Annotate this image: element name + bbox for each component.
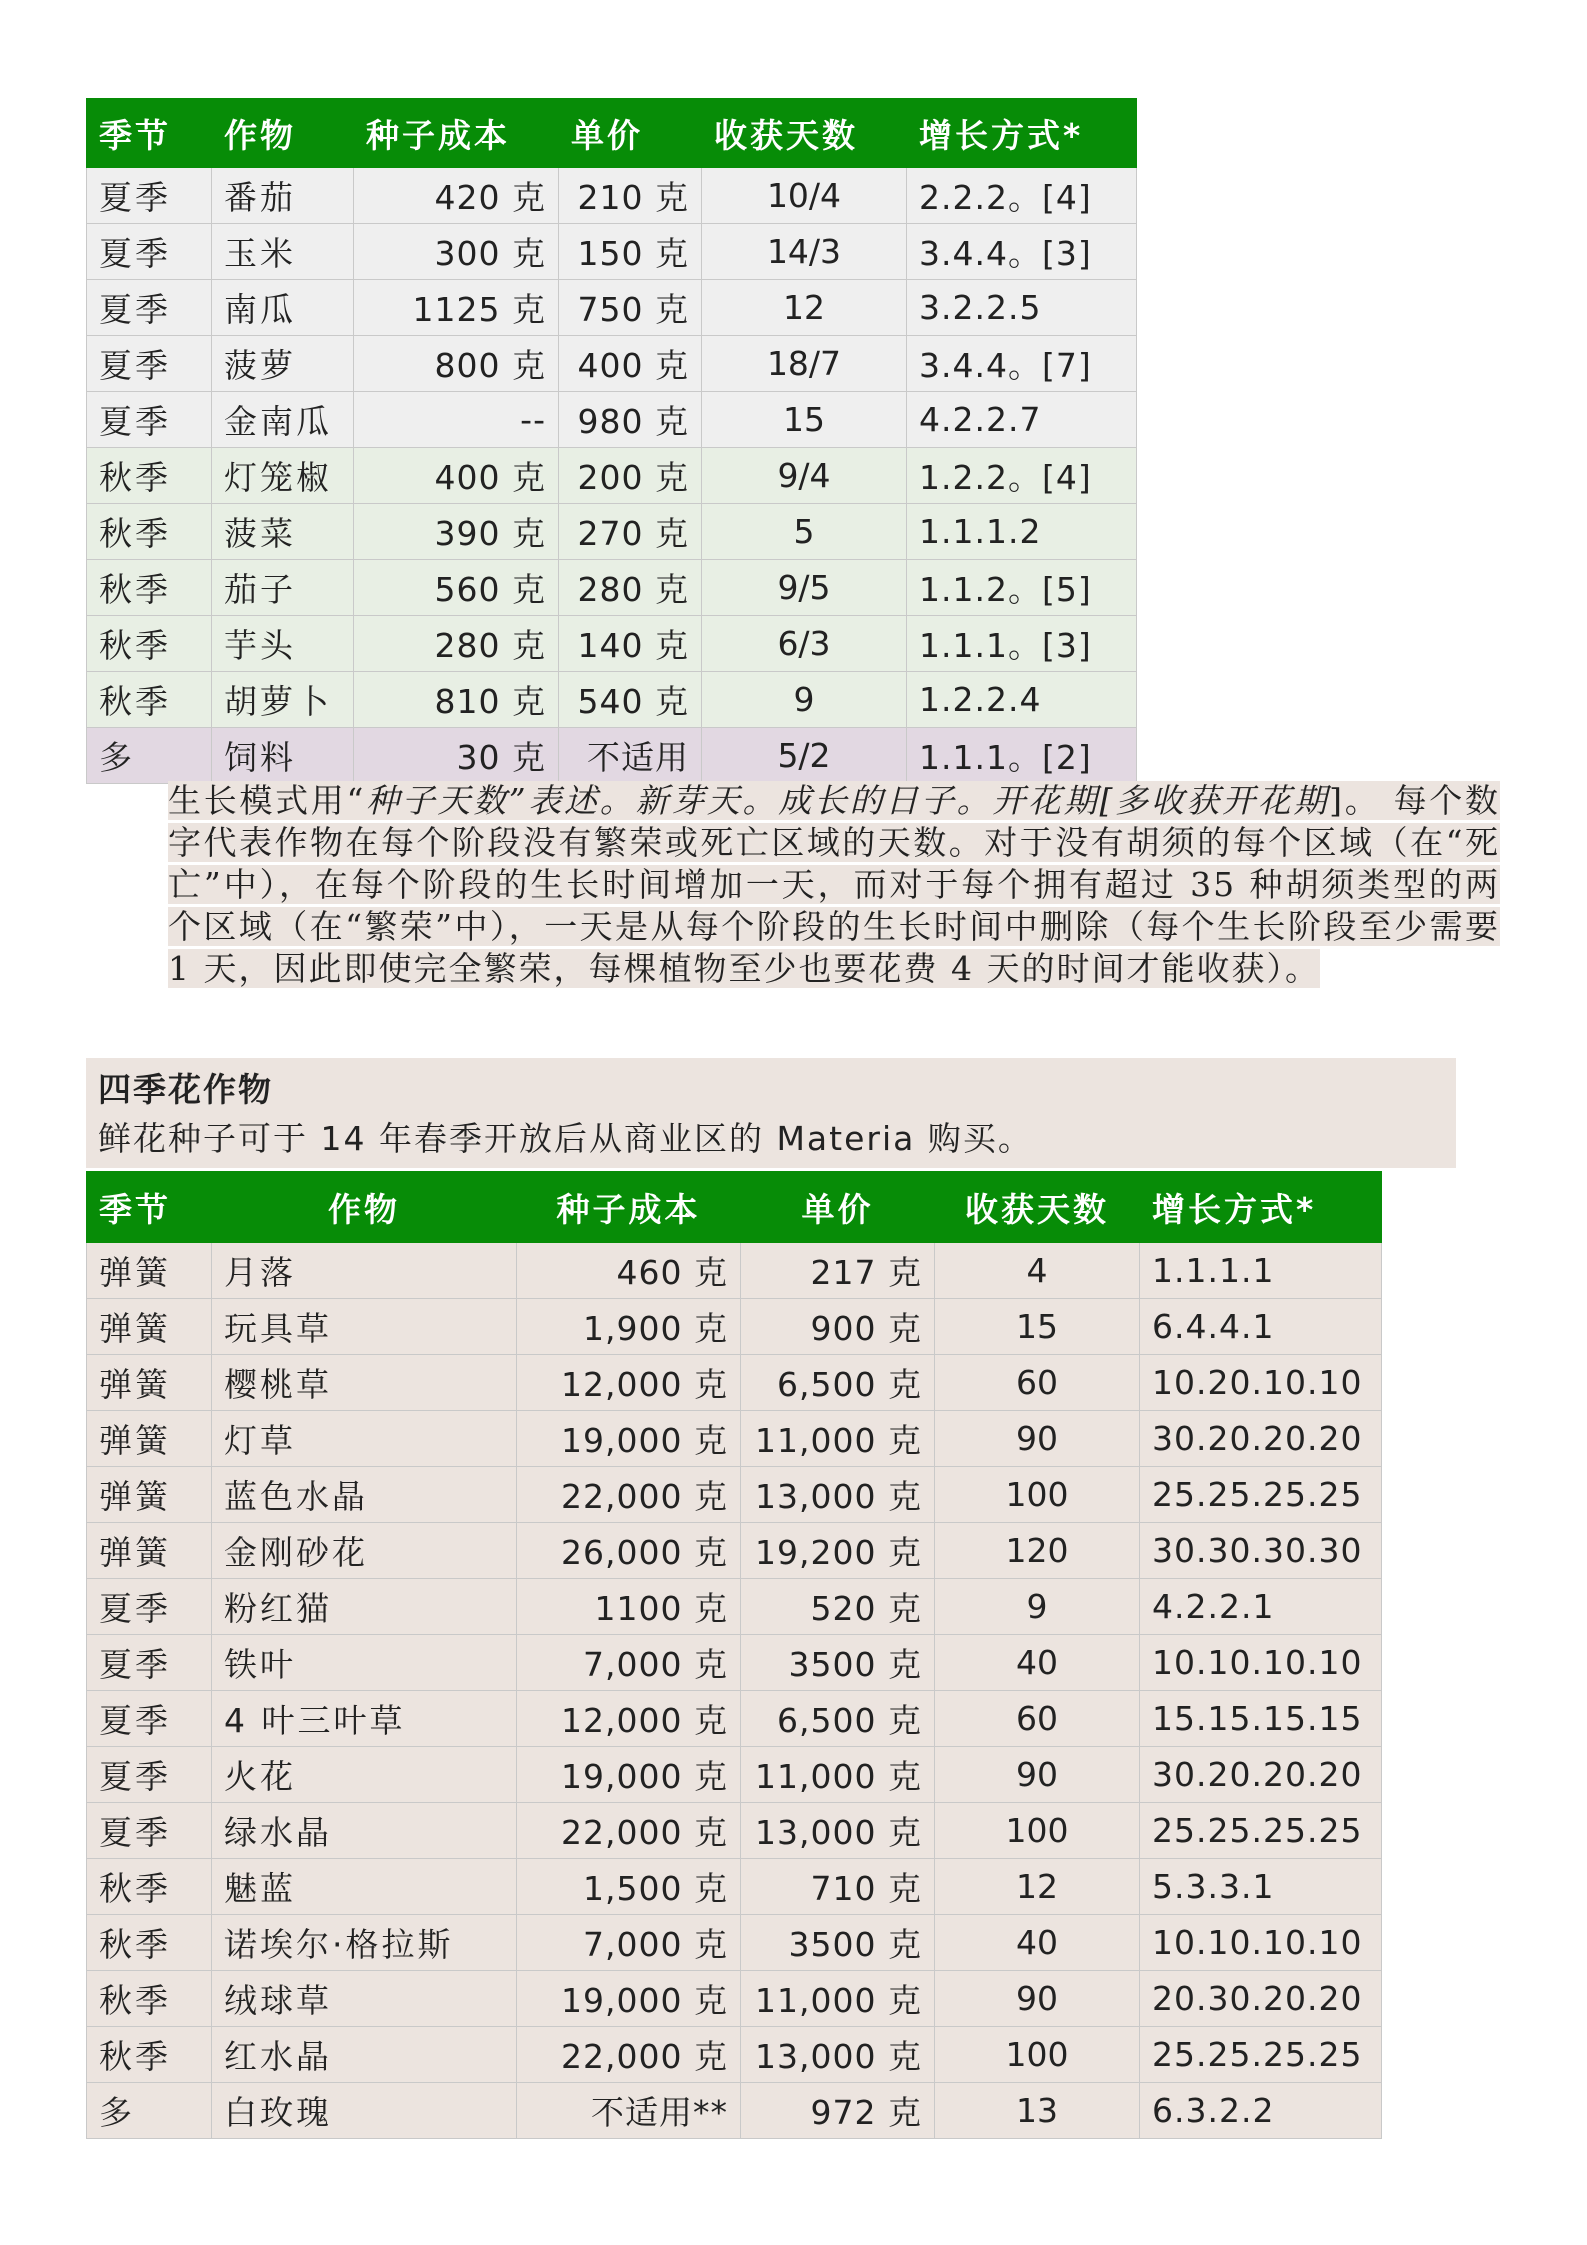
table-row — [87, 1635, 1382, 1691]
cell-price: 不适用 — [559, 728, 702, 784]
cell-season: 夏季 — [87, 224, 212, 280]
cell-price: 13,000 克 — [741, 1803, 935, 1859]
cell-growth: 1.1.1。[2] — [907, 728, 1137, 784]
cell-season: 多 — [87, 728, 212, 784]
cell-season: 秋季 — [87, 1971, 212, 2027]
cell-crop: 饲料 — [212, 728, 354, 784]
cell-price: 13,000 克 — [741, 2027, 935, 2083]
cell-days: 100 — [935, 1803, 1140, 1859]
note-part2: ]。 每个数字代表作物在每个阶段没有繁荣或死亡区域的天数。对于没有胡须的每个区域（在“死亡”中），在每个阶段的生长时间增加一天，而对于每个拥有超过 35 种胡须类型的两个区域（在“繁荣”中），一天是从每个阶段的生长时间中删除（每个生长阶段至少需要 1 天，因此即使完全繁荣，每棵植物至少也要花费 4 天的时间才能收获）。 — [168, 781, 1500, 988]
cell-price: 280 克 — [559, 560, 702, 616]
cell-crop: 白玫瑰 — [212, 2083, 517, 2139]
cell-crop: 绒球草 — [212, 1971, 517, 2027]
section-title: 四季花作物 — [98, 1070, 273, 1109]
cell-price: 6,500 克 — [741, 1355, 935, 1411]
cell-growth: 30.20.20.20 — [1140, 1747, 1382, 1803]
cell-price: 972 克 — [741, 2083, 935, 2139]
flower-table-header — [87, 1172, 1382, 1243]
cell-days: 9 — [702, 672, 907, 728]
header-days: 收获天数 — [935, 1172, 1140, 1243]
header-season: 季节 — [87, 1172, 212, 1243]
cell-season: 秋季 — [87, 672, 212, 728]
cell-crop: 玩具草 — [212, 1299, 517, 1355]
cell-growth: 25.25.25.25 — [1140, 1803, 1382, 1859]
cell-price: 13,000 克 — [741, 1467, 935, 1523]
cell-days: 40 — [935, 1635, 1140, 1691]
cell-days: 9 — [935, 1579, 1140, 1635]
cell-growth: 10.10.10.10 — [1140, 1915, 1382, 1971]
cell-growth: 2.2.2。[4] — [907, 168, 1137, 224]
cell-growth: 10.20.10.10 — [1140, 1355, 1382, 1411]
flower-table-body — [87, 1243, 1382, 2139]
cell-price: 980 克 — [559, 392, 702, 448]
table-row — [87, 336, 1137, 392]
table-row — [87, 1803, 1382, 1859]
cell-seed-cost: 22,000 克 — [517, 2027, 741, 2083]
table-row — [87, 1523, 1382, 1579]
cell-price: 3500 克 — [741, 1635, 935, 1691]
growth-pattern-note — [168, 780, 1500, 990]
cell-price: 19,200 克 — [741, 1523, 935, 1579]
cell-price: 400 克 — [559, 336, 702, 392]
cell-growth: 30.30.30.30 — [1140, 1523, 1382, 1579]
cell-growth: 3.4.4。[7] — [907, 336, 1137, 392]
note-part1: 生长模式用“ — [168, 781, 366, 820]
cell-crop: 菠菜 — [212, 504, 354, 560]
cell-days: 4 — [935, 1243, 1140, 1299]
header-days: 收获天数 — [702, 99, 907, 168]
cell-seed-cost: 12,000 克 — [517, 1355, 741, 1411]
cell-crop: 芋头 — [212, 616, 354, 672]
cell-crop: 樱桃草 — [212, 1355, 517, 1411]
table-row — [87, 1467, 1382, 1523]
cell-crop: 胡萝卜 — [212, 672, 354, 728]
cell-growth: 4.2.2.1 — [1140, 1579, 1382, 1635]
crop-table-body — [87, 168, 1137, 784]
table-row — [87, 448, 1137, 504]
cell-crop: 金南瓜 — [212, 392, 354, 448]
cell-crop: 灯草 — [212, 1411, 517, 1467]
cell-seed-cost: 560 克 — [354, 560, 559, 616]
cell-season: 夏季 — [87, 336, 212, 392]
cell-price: 217 克 — [741, 1243, 935, 1299]
header-season: 季节 — [87, 99, 212, 168]
table-row — [87, 280, 1137, 336]
cell-crop: 玉米 — [212, 224, 354, 280]
cell-seed-cost: 800 克 — [354, 336, 559, 392]
cell-crop: 月落 — [212, 1243, 517, 1299]
cell-seed-cost: 22,000 克 — [517, 1803, 741, 1859]
cell-seed-cost: 26,000 克 — [517, 1523, 741, 1579]
cell-seed-cost: 420 克 — [354, 168, 559, 224]
cell-season: 夏季 — [87, 280, 212, 336]
cell-growth: 1.2.2.4 — [907, 672, 1137, 728]
cell-growth: 10.10.10.10 — [1140, 1635, 1382, 1691]
cell-season: 夏季 — [87, 1691, 212, 1747]
cell-price: 900 克 — [741, 1299, 935, 1355]
header-seed-cost: 种子成本 — [354, 99, 559, 168]
cell-seed-cost: 不适用** — [517, 2083, 741, 2139]
table-row — [87, 1355, 1382, 1411]
cell-days: 6/3 — [702, 616, 907, 672]
header-crop: 作物 — [212, 99, 354, 168]
cell-growth: 1.2.2。[4] — [907, 448, 1137, 504]
cell-crop: 蓝色水晶 — [212, 1467, 517, 1523]
cell-days: 60 — [935, 1355, 1140, 1411]
cell-season: 秋季 — [87, 1859, 212, 1915]
cell-seed-cost: 300 克 — [354, 224, 559, 280]
header-growth: 增长方式* — [1140, 1172, 1382, 1243]
cell-price: 710 克 — [741, 1859, 935, 1915]
cell-growth: 15.15.15.15 — [1140, 1691, 1382, 1747]
cell-crop: 粉红猫 — [212, 1579, 517, 1635]
cell-price: 11,000 克 — [741, 1411, 935, 1467]
cell-days: 18/7 — [702, 336, 907, 392]
cell-seed-cost: 12,000 克 — [517, 1691, 741, 1747]
table-row — [87, 2083, 1382, 2139]
cell-crop: 魅蓝 — [212, 1859, 517, 1915]
cell-days: 100 — [935, 2027, 1140, 2083]
table-row — [87, 2027, 1382, 2083]
table-row — [87, 1411, 1382, 1467]
table-row — [87, 1859, 1382, 1915]
cell-price: 750 克 — [559, 280, 702, 336]
cell-growth: 25.25.25.25 — [1140, 1467, 1382, 1523]
cell-price: 140 克 — [559, 616, 702, 672]
cell-crop: 火花 — [212, 1747, 517, 1803]
flower-table — [86, 1171, 1382, 2139]
table-row — [87, 1971, 1382, 2027]
cell-crop: 菠萝 — [212, 336, 354, 392]
cell-season: 秋季 — [87, 504, 212, 560]
cell-days: 15 — [702, 392, 907, 448]
cell-growth: 1.1.1.2 — [907, 504, 1137, 560]
cell-seed-cost: 400 克 — [354, 448, 559, 504]
cell-price: 210 克 — [559, 168, 702, 224]
cell-days: 90 — [935, 1971, 1140, 2027]
cell-days: 12 — [935, 1859, 1140, 1915]
cell-days: 40 — [935, 1915, 1140, 1971]
cell-seed-cost: 280 克 — [354, 616, 559, 672]
cell-seed-cost: 1125 克 — [354, 280, 559, 336]
header-price: 单价 — [559, 99, 702, 168]
cell-season: 夏季 — [87, 392, 212, 448]
cell-season: 弹簧 — [87, 1523, 212, 1579]
cell-seed-cost: 1,500 克 — [517, 1859, 741, 1915]
table-row — [87, 392, 1137, 448]
table-row — [87, 1299, 1382, 1355]
cell-growth: 3.2.2.5 — [907, 280, 1137, 336]
table-row — [87, 1243, 1382, 1299]
cell-growth: 1.1.1.1 — [1140, 1243, 1382, 1299]
cell-season: 秋季 — [87, 560, 212, 616]
table-row — [87, 1747, 1382, 1803]
cell-crop: 金刚砂花 — [212, 1523, 517, 1579]
cell-season: 弹簧 — [87, 1243, 212, 1299]
cell-season: 弹簧 — [87, 1299, 212, 1355]
cell-days: 13 — [935, 2083, 1140, 2139]
cell-price: 150 克 — [559, 224, 702, 280]
crop-table — [86, 98, 1137, 784]
cell-seed-cost: 22,000 克 — [517, 1467, 741, 1523]
cell-growth: 20.30.20.20 — [1140, 1971, 1382, 2027]
cell-seed-cost: 1100 克 — [517, 1579, 741, 1635]
cell-days: 12 — [702, 280, 907, 336]
cell-days: 9/4 — [702, 448, 907, 504]
cell-crop: 红水晶 — [212, 2027, 517, 2083]
cell-seed-cost: 810 克 — [354, 672, 559, 728]
cell-seed-cost: 30 克 — [354, 728, 559, 784]
cell-days: 5/2 — [702, 728, 907, 784]
cell-seed-cost: 460 克 — [517, 1243, 741, 1299]
header-crop: 作物 — [212, 1172, 517, 1243]
cell-price: 3500 克 — [741, 1915, 935, 1971]
cell-crop: 4 叶三叶草 — [212, 1691, 517, 1747]
table-row — [87, 560, 1137, 616]
cell-season: 多 — [87, 2083, 212, 2139]
cell-season: 秋季 — [87, 448, 212, 504]
cell-days: 90 — [935, 1747, 1140, 1803]
cell-days: 120 — [935, 1523, 1140, 1579]
note-text — [168, 781, 1500, 988]
cell-season: 弹簧 — [87, 1355, 212, 1411]
cell-growth: 1.1.1。[3] — [907, 616, 1137, 672]
table-row — [87, 168, 1137, 224]
cell-growth: 3.4.4。[3] — [907, 224, 1137, 280]
cell-season: 秋季 — [87, 2027, 212, 2083]
cell-days: 9/5 — [702, 560, 907, 616]
cell-price: 540 克 — [559, 672, 702, 728]
cell-season: 弹簧 — [87, 1467, 212, 1523]
header-price: 单价 — [741, 1172, 935, 1243]
cell-season: 秋季 — [87, 616, 212, 672]
table-row — [87, 616, 1137, 672]
cell-growth: 5.3.3.1 — [1140, 1859, 1382, 1915]
table-row — [87, 224, 1137, 280]
cell-growth: 4.2.2.7 — [907, 392, 1137, 448]
cell-seed-cost: 7,000 克 — [517, 1915, 741, 1971]
cell-season: 夏季 — [87, 1635, 212, 1691]
note-italic: 种子天数”表述。新芽天。成长的日子。开花期[多收获开花期 — [365, 781, 1330, 820]
cell-crop: 诺埃尔·格拉斯 — [212, 1915, 517, 1971]
cell-seed-cost: 1,900 克 — [517, 1299, 741, 1355]
cell-seed-cost: 19,000 克 — [517, 1747, 741, 1803]
cell-season: 夏季 — [87, 1803, 212, 1859]
cell-growth: 25.25.25.25 — [1140, 2027, 1382, 2083]
cell-days: 100 — [935, 1467, 1140, 1523]
header-growth: 增长方式* — [907, 99, 1137, 168]
cell-growth: 1.1.2。[5] — [907, 560, 1137, 616]
cell-season: 夏季 — [87, 1579, 212, 1635]
flower-section — [86, 1058, 1456, 1168]
cell-crop: 茄子 — [212, 560, 354, 616]
cell-price: 200 克 — [559, 448, 702, 504]
cell-season: 夏季 — [87, 1747, 212, 1803]
cell-price: 11,000 克 — [741, 1971, 935, 2027]
cell-days: 5 — [702, 504, 907, 560]
cell-season: 夏季 — [87, 168, 212, 224]
table-row — [87, 672, 1137, 728]
section-text: 鲜花种子可于 14 年春季开放后从商业区的 Materia 购买。 — [98, 1119, 1033, 1158]
cell-days: 60 — [935, 1691, 1140, 1747]
cell-season: 秋季 — [87, 1915, 212, 1971]
cell-seed-cost: 390 克 — [354, 504, 559, 560]
cell-price: 6,500 克 — [741, 1691, 935, 1747]
cell-days: 10/4 — [702, 168, 907, 224]
cell-growth: 30.20.20.20 — [1140, 1411, 1382, 1467]
cell-seed-cost: 19,000 克 — [517, 1411, 741, 1467]
cell-crop: 灯笼椒 — [212, 448, 354, 504]
cell-price: 520 克 — [741, 1579, 935, 1635]
table-row — [87, 1579, 1382, 1635]
cell-crop: 南瓜 — [212, 280, 354, 336]
table-row — [87, 728, 1137, 784]
cell-days: 15 — [935, 1299, 1140, 1355]
cell-price: 270 克 — [559, 504, 702, 560]
cell-seed-cost: 7,000 克 — [517, 1635, 741, 1691]
cell-days: 90 — [935, 1411, 1140, 1467]
cell-season: 弹簧 — [87, 1411, 212, 1467]
cell-growth: 6.4.4.1 — [1140, 1299, 1382, 1355]
cell-seed-cost: 19,000 克 — [517, 1971, 741, 2027]
table-row — [87, 504, 1137, 560]
cell-days: 14/3 — [702, 224, 907, 280]
cell-crop: 绿水晶 — [212, 1803, 517, 1859]
table-row — [87, 1915, 1382, 1971]
cell-growth: 6.3.2.2 — [1140, 2083, 1382, 2139]
cell-crop: 番茄 — [212, 168, 354, 224]
crop-table-header — [87, 99, 1137, 168]
header-seed-cost: 种子成本 — [517, 1172, 741, 1243]
table-row — [87, 1691, 1382, 1747]
cell-seed-cost: -- — [354, 392, 559, 448]
cell-price: 11,000 克 — [741, 1747, 935, 1803]
cell-crop: 铁叶 — [212, 1635, 517, 1691]
